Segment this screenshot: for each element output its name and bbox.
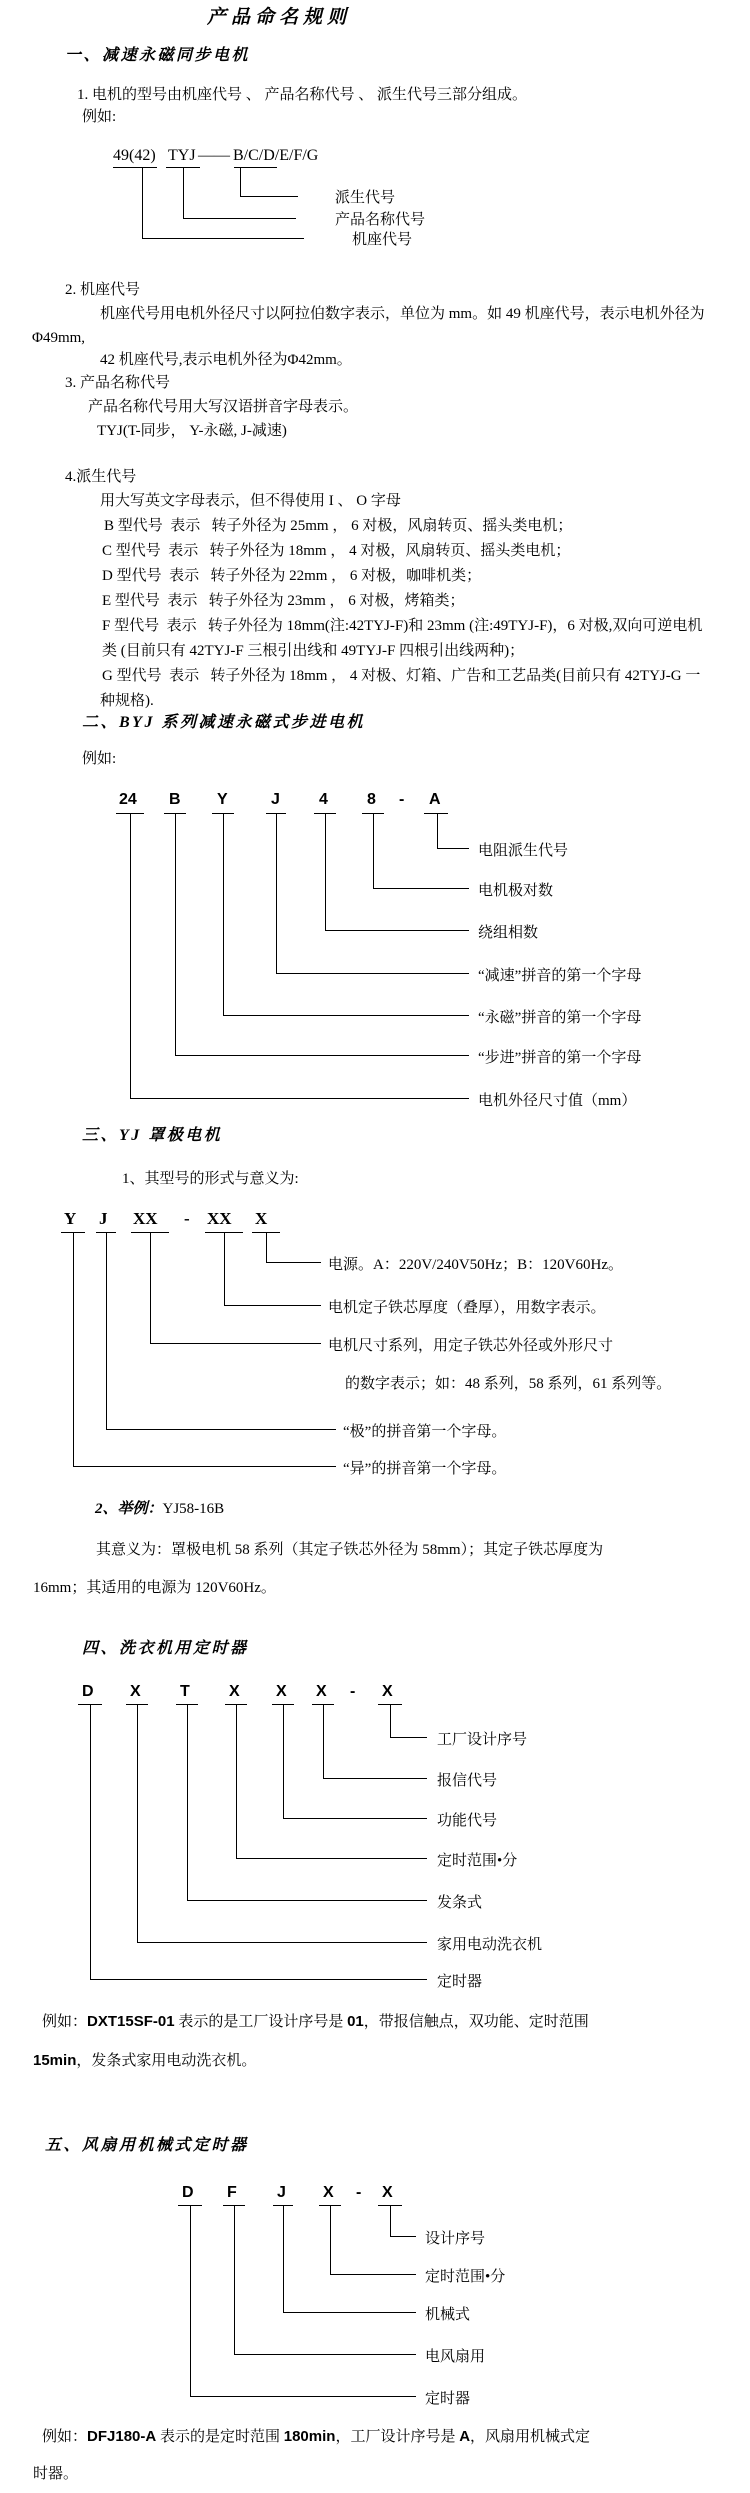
- diagram3-connector: [73, 1232, 336, 1467]
- section3-heading: 三、YJ 罩极电机: [82, 1127, 223, 1144]
- diagram3-label: 的数字表示；如：48 系列，58 系列，61 系列等。: [345, 1376, 672, 1392]
- diagram3-code: J: [99, 1209, 108, 1228]
- example-value: 15min: [33, 2052, 77, 2069]
- diagram4-label: 定时范围•分: [437, 1853, 518, 1869]
- example-value: 01: [347, 2013, 364, 2030]
- diagram1-code-frame: 49(42): [113, 147, 156, 164]
- diagram1-label: 机座代号: [352, 232, 413, 248]
- type-code-line: E 型代号 表示 转子外径为 23mm ， 6 对极，烤箱类；: [102, 593, 465, 609]
- diagram5-code: D: [182, 2184, 194, 2201]
- diagram1-connector: [142, 167, 304, 239]
- diagram2-code: 4: [319, 791, 328, 808]
- diagram5-label: 定时范围•分: [425, 2269, 506, 2285]
- section2-heading: 二、BYJ 系列减速永磁式步进电机: [82, 714, 365, 731]
- example-text: 表示的是定时范围: [156, 2429, 284, 2445]
- section5-example-line2: 时器。: [33, 2466, 79, 2482]
- type-code-line: B 型代号 表示 转子外径为 25mm ， 6 对极，风扇转页、摇头类电机；: [104, 518, 573, 534]
- diagram3-code: -: [184, 1209, 190, 1228]
- example-code: DXT15SF-01: [87, 2013, 175, 2030]
- diagram2-label: 绕组相数: [478, 925, 539, 941]
- example-text: ，工厂设计序号是: [335, 2429, 460, 2445]
- diagram5-code: -: [356, 2184, 362, 2201]
- diagram1-code-name: TYJ: [168, 147, 196, 164]
- diagram5-code: J: [277, 2184, 286, 2201]
- example-text: 例如：: [42, 2429, 88, 2445]
- item3-line: TYJ(T-同步， Y-永磁, J-减速): [97, 423, 287, 439]
- section2-example-label: 例如:: [82, 751, 117, 767]
- diagram4-connector: [90, 1704, 427, 1980]
- diagram2-connector: [130, 813, 469, 1099]
- diagram3-code: XX: [133, 1209, 158, 1228]
- item4-heading: 4.派生代号: [65, 469, 137, 485]
- diagram2-code: Y: [217, 791, 228, 808]
- diagram2-code: -: [399, 791, 405, 808]
- item3-line: 产品名称代号用大写汉语拼音字母表示。: [88, 399, 359, 415]
- item2-line: Φ49mm,: [32, 330, 86, 346]
- section5-example-line1: [42, 2427, 590, 2448]
- diagram5-label: 电风扇用: [425, 2349, 486, 2365]
- section3-sub2-code: YJ58-16B: [162, 1501, 225, 1517]
- diagram5-label: 设计序号: [425, 2231, 486, 2247]
- type-code-line: 种规格).: [100, 693, 154, 709]
- diagram3-code: Y: [64, 1209, 77, 1228]
- section4-heading: 四、洗衣机用定时器: [82, 1640, 249, 1657]
- diagram2-label: 电机极对数: [478, 883, 554, 899]
- diagram5-label: 机械式: [425, 2307, 471, 2323]
- diagram5-label: 定时器: [425, 2391, 471, 2407]
- diagram4-code: X: [276, 1683, 287, 1700]
- type-code-line: G 型代号 表示 转子外径为 18mm ， 4 对极、灯箱、广告和工艺品类(目前只有 42TYJ-G 一: [102, 668, 701, 684]
- diagram2-code: J: [271, 791, 280, 808]
- diagram4-code: D: [82, 1683, 94, 1700]
- diagram3-code: X: [255, 1209, 268, 1228]
- page-title: 产品命名规则: [207, 7, 352, 28]
- diagram1-label: 产品名称代号: [335, 212, 426, 228]
- section1-example-label: 例如:: [82, 109, 117, 125]
- example-text: ，发条式家用电动洗衣机。: [76, 2053, 257, 2069]
- diagram4-label: 发条式: [437, 1895, 483, 1911]
- diagram2-code: 24: [119, 791, 137, 808]
- diagram4-label: 家用电动洗衣机: [437, 1937, 543, 1953]
- type-code-line: F 型代号 表示 转子外径为 18mm(注:42TYJ-F)和 23mm (注:49TYJ-F)，6 对极,双向可逆电机: [102, 618, 703, 634]
- section3-sub2-prefix: 2、举例：: [95, 1501, 163, 1517]
- diagram2-code: B: [169, 791, 181, 808]
- diagram2-label: “永磁”拼音的第一个字母: [478, 1010, 642, 1026]
- section1-intro: 1. 电机的型号由机座代号 、 产品名称代号 、 派生代号三部分组成。: [77, 87, 528, 103]
- example-text: ，风扇用机械式定: [470, 2429, 591, 2445]
- diagram4-label: 功能代号: [437, 1813, 498, 1829]
- item2-line: 机座代号用电机外径尺寸以阿拉伯数字表示，单位为 mm。如 49 机座代号，表示电机外径为: [100, 306, 705, 322]
- item2-heading: 2. 机座代号: [65, 282, 141, 298]
- section3-sub1: 1、其型号的形式与意义为:: [122, 1171, 299, 1187]
- section3-meaning-line: 其意义为：罩极电机 58 系列（其定子铁芯外径为 58mm）；其定子铁芯厚度为: [96, 1542, 604, 1558]
- diagram4-code: -: [350, 1683, 356, 1700]
- example-code: DFJ180-A: [87, 2428, 157, 2445]
- diagram4-code: X: [382, 1683, 393, 1700]
- diagram1-label: 派生代号: [335, 190, 396, 206]
- diagram3-label: “极”的拼音第一个字母。: [343, 1424, 507, 1440]
- diagram3-label: 电源。A：220V/240V50Hz；B：120V60Hz。: [328, 1257, 623, 1273]
- diagram2-label: “减速”拼音的第一个字母: [478, 968, 642, 984]
- section5-heading: 五、风扇用机械式定时器: [45, 2137, 249, 2154]
- example-value: A: [459, 2428, 471, 2445]
- diagram4-code: T: [180, 1683, 190, 1700]
- section3-meaning-line: 16mm；其适用的电源为 120V60Hz。: [33, 1580, 276, 1596]
- diagram2-label: 电机外径尺寸值（mm）: [478, 1093, 637, 1109]
- diagram5-code: F: [227, 2184, 237, 2201]
- diagram5-connector: [190, 2205, 416, 2397]
- type-code-line: C 型代号 表示 转子外径为 18mm ， 4 对极，风扇转页、摇头类电机；: [102, 543, 571, 559]
- example-text: 表示的是工厂设计序号是: [174, 2014, 348, 2030]
- diagram5-code: X: [323, 2184, 334, 2201]
- item2-line: 42 机座代号,表示电机外径为Φ42mm。: [100, 352, 352, 368]
- item4-intro: 用大写英文字母表示，但不得使用 I 、 O 字母: [100, 493, 401, 509]
- diagram1-code-derived: B/C/D/E/F/G: [233, 147, 319, 164]
- diagram3-code: XX: [207, 1209, 232, 1228]
- diagram4-code: X: [316, 1683, 327, 1700]
- diagram4-code: X: [229, 1683, 240, 1700]
- section3-sub2: [95, 1500, 224, 1520]
- diagram4-label: 工厂设计序号: [437, 1732, 528, 1748]
- diagram4-code: X: [130, 1683, 141, 1700]
- diagram2-code: 8: [367, 791, 376, 808]
- diagram2-code: A: [429, 791, 441, 808]
- example-text: 例如：: [42, 2014, 88, 2030]
- diagram1-code-dash: ——: [198, 147, 230, 164]
- example-value: 180min: [283, 2428, 336, 2445]
- diagram2-label: “步进”拼音的第一个字母: [478, 1050, 642, 1066]
- section4-example-line2: [33, 2051, 256, 2072]
- diagram4-label: 定时器: [437, 1974, 483, 1990]
- example-text: ，带报信触点，双功能、定时范围: [363, 2014, 589, 2030]
- diagram2-label: 电阻派生代号: [478, 843, 569, 859]
- item3-heading: 3. 产品名称代号: [65, 375, 171, 391]
- diagram3-label: 电机尺寸系列，用定子铁芯外径或外形尺寸: [328, 1338, 614, 1354]
- type-code-line: 类 (目前只有 42TYJ-F 三根引出线和 49TYJ-F 四根引出线两种)；: [102, 643, 525, 659]
- diagram3-label: “异”的拼音第一个字母。: [343, 1461, 507, 1477]
- diagram5-code: X: [382, 2184, 393, 2201]
- section1-heading: 一、减速永磁同步电机: [65, 47, 251, 64]
- diagram3-label: 电机定子铁芯厚度（叠厚），用数字表示。: [328, 1300, 606, 1316]
- type-code-line: D 型代号 表示 转子外径为 22mm ， 6 对极，咖啡机类；: [102, 568, 482, 584]
- diagram4-label: 报信代号: [437, 1773, 498, 1789]
- section4-example-line1: [42, 2012, 589, 2033]
